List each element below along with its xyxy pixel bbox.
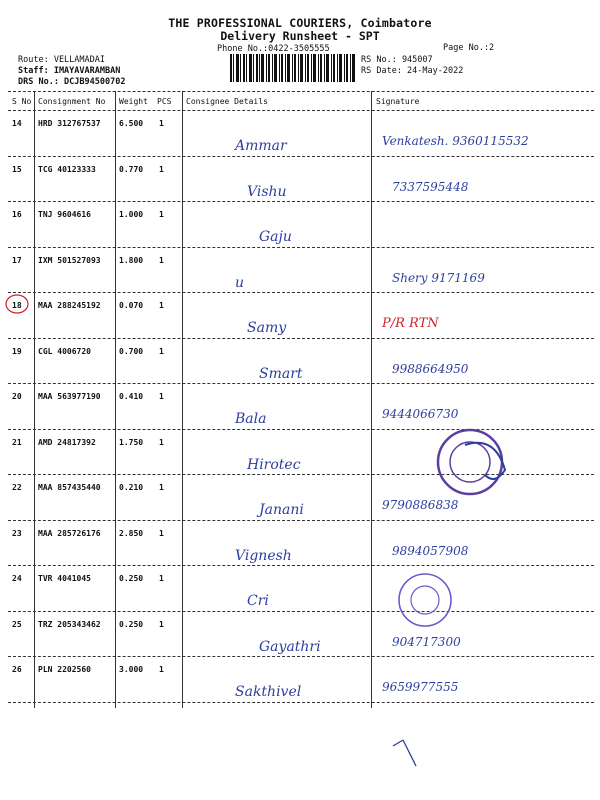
row-signature-handwritten: 7337595448 bbox=[392, 179, 469, 194]
row-consignment-no: PLN 2202560 bbox=[38, 665, 91, 674]
row-consignee-handwritten: Samy bbox=[247, 320, 287, 336]
row-consignee-handwritten: Vignesh bbox=[235, 547, 292, 564]
row-weight: 0.770 bbox=[119, 164, 144, 174]
company-stamp bbox=[425, 425, 520, 500]
row-consignee-handwritten: Sakthivel bbox=[235, 684, 302, 700]
row-consignee-handwritten: Hirotec bbox=[247, 456, 301, 473]
column-header-sno: S No bbox=[12, 97, 32, 106]
row-divider bbox=[8, 247, 594, 248]
row-divider bbox=[8, 156, 594, 157]
row-sno: 15 bbox=[12, 164, 22, 174]
row-weight: 6.500 bbox=[119, 119, 144, 128]
barcode bbox=[230, 54, 356, 82]
row-signature-handwritten: P/R RTN bbox=[382, 316, 439, 331]
column-header-consignee: Consignee Details bbox=[186, 97, 268, 106]
row-pcs: 1 bbox=[159, 119, 164, 128]
row-pcs: 1 bbox=[159, 255, 164, 265]
row-divider bbox=[8, 611, 594, 612]
column-header-signature: Signature bbox=[376, 97, 420, 106]
row-pcs: 1 bbox=[159, 210, 164, 219]
row-pcs: 1 bbox=[159, 392, 164, 401]
row-weight: 0.700 bbox=[119, 346, 144, 356]
row-signature-handwritten: 9790886838 bbox=[382, 498, 459, 512]
row-divider bbox=[8, 520, 594, 521]
row-consignee-handwritten: Ammar bbox=[235, 138, 287, 154]
column-divider bbox=[182, 91, 183, 708]
row-consignment-no: TCG 40123333 bbox=[38, 164, 96, 174]
staff-label: Staff: IMAYAVARAMBAN bbox=[18, 66, 121, 76]
row-divider bbox=[8, 702, 594, 703]
row-weight: 0.250 bbox=[119, 574, 144, 583]
row-divider bbox=[8, 656, 594, 657]
row-sno: 19 bbox=[12, 346, 22, 356]
phone-number: Phone No.:0422-3505555 bbox=[217, 44, 330, 54]
row-consignment-no: CGL 4006720 bbox=[38, 346, 91, 356]
row-consignee-handwritten: u bbox=[235, 274, 245, 291]
row-weight: 0.410 bbox=[119, 392, 144, 401]
row-sno: 16 bbox=[12, 210, 22, 219]
row-signature-handwritten: Venkatesh. 9360115532 bbox=[382, 134, 529, 148]
row-consignee-handwritten: Cri bbox=[247, 593, 269, 609]
row-sno: 21 bbox=[12, 437, 22, 447]
row-divider bbox=[8, 383, 594, 384]
row-pcs: 1 bbox=[159, 483, 164, 492]
row-consignment-no: MAA 563977190 bbox=[38, 392, 101, 401]
row-pcs: 1 bbox=[159, 346, 164, 356]
row-consignment-no: AMD 24817392 bbox=[38, 437, 96, 447]
row-sno: 25 bbox=[12, 619, 22, 629]
row-consignment-no: TVR 4041045 bbox=[38, 574, 91, 583]
row-signature-handwritten: 9894057908 bbox=[392, 543, 469, 558]
drs-number: DRS No.: DCJB94500702 bbox=[18, 77, 126, 87]
row-pcs: 1 bbox=[159, 528, 164, 538]
column-header-consignment: Consignment No bbox=[38, 97, 106, 106]
row-pcs: 1 bbox=[159, 574, 164, 583]
row-weight: 3.000 bbox=[119, 665, 144, 674]
row-sno: 22 bbox=[12, 483, 22, 492]
column-divider bbox=[371, 91, 372, 708]
row-weight: 1.000 bbox=[119, 210, 144, 219]
row-pcs: 1 bbox=[159, 437, 164, 447]
row-consignee-handwritten: Gaju bbox=[259, 229, 292, 245]
rs-date: RS Date: 24-May-2022 bbox=[361, 66, 464, 76]
pen-mark bbox=[390, 738, 420, 770]
table-top-rule bbox=[8, 91, 594, 92]
row-consignee-handwritten: Bala bbox=[235, 411, 267, 427]
page-number: Page No.:2 bbox=[443, 43, 495, 53]
row-consignment-no: MAA 288245192 bbox=[38, 301, 101, 310]
row-consignee-handwritten: Janani bbox=[259, 502, 304, 518]
row-consignment-no: IXM 501527093 bbox=[38, 255, 101, 265]
row-signature-handwritten: 9988664950 bbox=[392, 361, 469, 376]
column-header-weight: Weight bbox=[119, 97, 148, 106]
rs-number: RS No.: 945007 bbox=[361, 55, 433, 65]
row-divider bbox=[8, 565, 594, 566]
row-sno: 24 bbox=[12, 574, 22, 583]
row-consignment-no: HRD 312767537 bbox=[38, 119, 101, 128]
row-consignment-no: TNJ 9604616 bbox=[38, 210, 91, 219]
row-weight: 0.070 bbox=[119, 301, 144, 310]
row-weight: 2.850 bbox=[119, 528, 144, 538]
row-sno: 23 bbox=[12, 528, 22, 538]
row-sno: 14 bbox=[12, 119, 22, 128]
company-title: THE PROFESSIONAL COURIERS, Coimbatore bbox=[168, 16, 432, 30]
column-divider bbox=[34, 91, 35, 708]
row-sno: 17 bbox=[12, 255, 22, 265]
column-header-pcs: PCS bbox=[157, 97, 172, 106]
row-divider bbox=[8, 292, 594, 293]
row-weight: 1.750 bbox=[119, 437, 144, 447]
row-signature-handwritten: 9659977555 bbox=[382, 680, 459, 694]
handwritten-circle-mark bbox=[4, 293, 30, 315]
row-sno: 26 bbox=[12, 665, 22, 674]
row-sno: 18 bbox=[12, 301, 22, 310]
row-consignee-handwritten: Smart bbox=[259, 365, 303, 382]
route-label: Route: VELLAMADAI bbox=[18, 55, 105, 65]
column-divider bbox=[115, 91, 116, 708]
row-consignment-no: TRZ 205343462 bbox=[38, 619, 101, 629]
row-signature-handwritten: 9444066730 bbox=[382, 407, 459, 421]
row-pcs: 1 bbox=[159, 301, 164, 310]
row-pcs: 1 bbox=[159, 665, 164, 674]
row-signature-handwritten: Shery 9171169 bbox=[392, 270, 485, 285]
row-signature-handwritten: 904717300 bbox=[392, 634, 461, 649]
company-stamp bbox=[395, 570, 455, 630]
row-weight: 0.210 bbox=[119, 483, 144, 492]
row-pcs: 1 bbox=[159, 619, 164, 629]
row-sno: 20 bbox=[12, 392, 22, 401]
row-divider bbox=[8, 201, 594, 202]
row-pcs: 1 bbox=[159, 164, 164, 174]
row-consignee-handwritten: Vishu bbox=[247, 183, 287, 200]
table-header-rule bbox=[8, 110, 594, 111]
row-consignment-no: MAA 285726176 bbox=[38, 528, 101, 538]
row-consignee-handwritten: Gayathri bbox=[259, 638, 321, 655]
row-weight: 1.800 bbox=[119, 255, 144, 265]
row-consignment-no: MAA 857435440 bbox=[38, 483, 101, 492]
row-weight: 0.250 bbox=[119, 619, 144, 629]
row-divider bbox=[8, 338, 594, 339]
document-title: Delivery Runsheet - SPT bbox=[220, 29, 380, 43]
